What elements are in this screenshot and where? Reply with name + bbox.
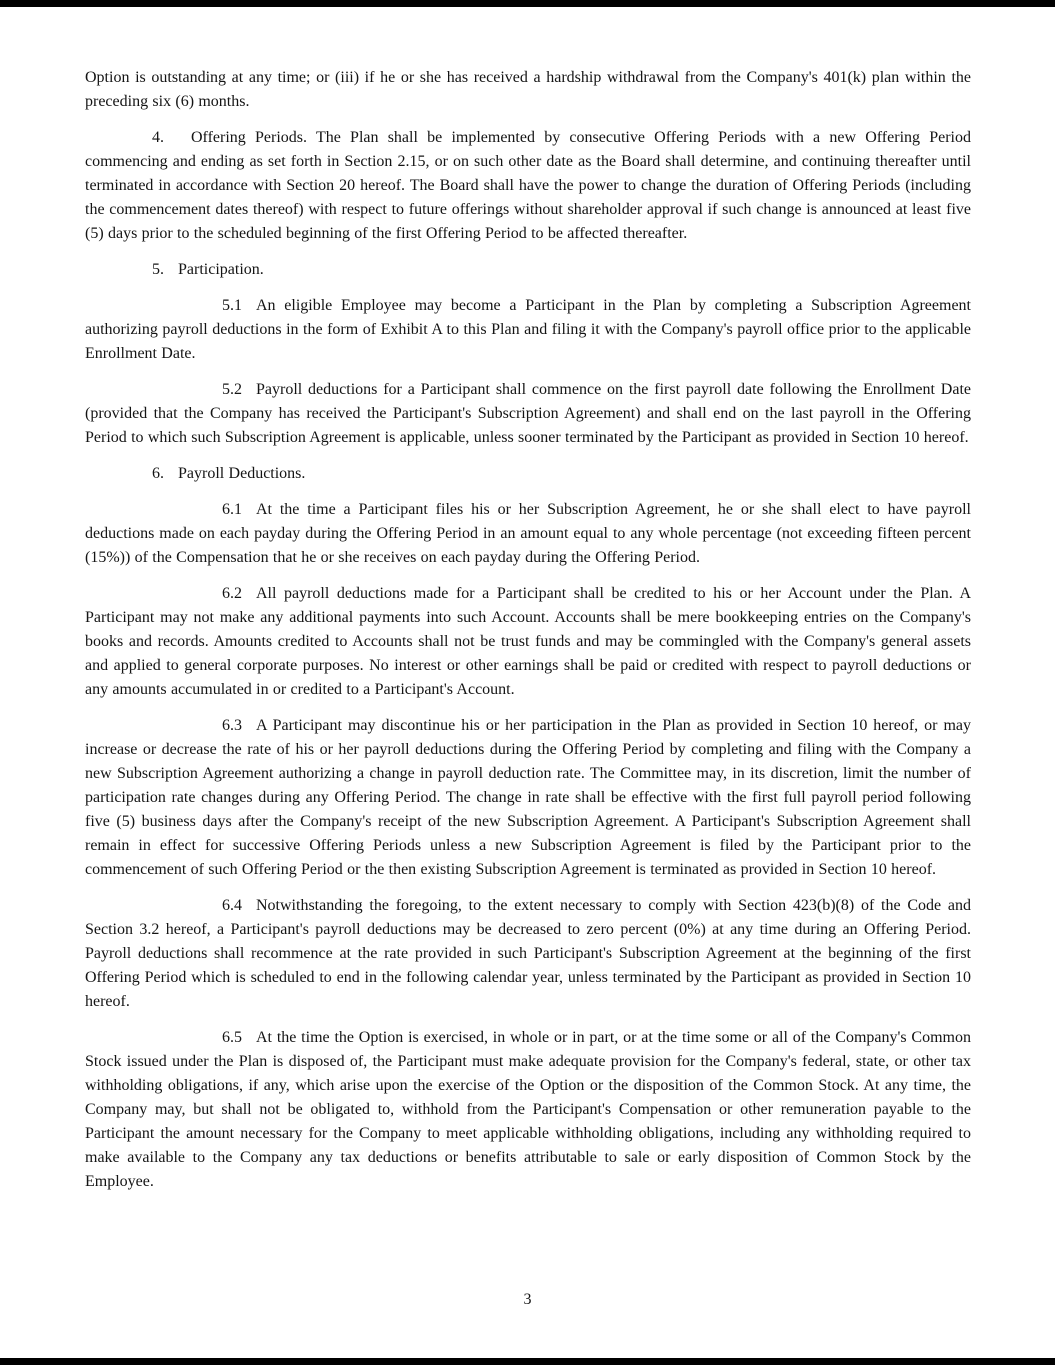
clause-text: A Participant may discontinue his or her participation in the Plan as provided in Section 10 hereof, or may increase or decrease the rate of his or her payroll deductions during the Offering Period by completing and filing with the Company a new Subscription Agreement authorizing a change in payroll deduction rate. The Committee may, in its discretion, limit the number of participation rate changes during any Offering Period. The change in rate shall be effective with the first full payroll period following five (5) business days after the Company's receipt of the new Subscription Agreement. A Participant's Subscription Agreement shall remain in effect for successive Offering Periods unless a new Subscription Agreement is filed by the Participant prior to the commencement of such Offering Period or the then existing Subscription Agreement is terminated as provided in Section 10 hereof. — [85, 717, 971, 878]
scan-edge-bottom — [0, 1358, 1055, 1365]
page-number: 3 — [523, 1291, 532, 1308]
clause-number: 6. — [152, 465, 164, 482]
section-heading: Offering Periods. — [191, 129, 308, 146]
clause-number: 6.4 — [222, 897, 242, 914]
clause-number: 6.1 — [222, 501, 242, 518]
clause-6-3 — [85, 714, 971, 882]
clause-number: 6.3 — [222, 717, 242, 734]
clause-text: Option is outstanding at any time; or (iii) if he or she has received a hardship withdrawal from the Company's 401(k) plan within the preceding six (6) months. — [85, 69, 971, 110]
clause-number: 5. — [152, 261, 164, 278]
clause-number: 5.1 — [222, 297, 242, 314]
paragraph-continuation — [85, 66, 971, 114]
clause-text: Payroll deductions for a Participant shall commence on the first payroll date following the Enrollment Date (provided that the Company has received the Participant's Subscription Agreement) and shall end on the last payroll in the Offering Period to which such Subscription Agreement is applicable, unless sooner terminated by the Participant as provided in Section 10 hereof. — [85, 381, 971, 446]
clause-5-2 — [85, 378, 971, 450]
section-4-offering-periods — [85, 126, 971, 246]
section-5-participation — [85, 258, 971, 282]
clause-number: 5.2 — [222, 381, 242, 398]
clause-text: At the time a Participant files his or her Subscription Agreement, he or she shall elect to have payroll deductions made on each payday during the Offering Period in an amount equal to any whole percentage (not exceeding fifteen percent (15%)) of the Compensation that he or she receives on each payday during the Offering Period. — [85, 501, 971, 566]
clause-text: At the time the Option is exercised, in whole or in part, or at the time some or all of the Company's Common Stock issued under the Plan is disposed of, the Participant must make adequate provision for the Company's federal, state, or other tax withholding obligations, if any, which arise upon the exercise of the Option or the disposition of the Common Stock. At any time, the Company may, but shall not be obligated to, withhold from the Participant's Compensation or other remuneration payable to the Participant the amount necessary for the Company to meet applicable withholding obligations, including any withholding required to make available to the Company any tax deductions or benefits attributable to sale or early disposition of Common Stock by the Employee. — [85, 1029, 971, 1190]
clause-6-2 — [85, 582, 971, 702]
clause-number: 6.5 — [222, 1029, 242, 1046]
clause-6-5 — [85, 1026, 971, 1194]
clause-5-1 — [85, 294, 971, 366]
clause-text: An eligible Employee may become a Participant in the Plan by completing a Subscription Agreement authorizing payroll deductions in the form of Exhibit A to this Plan and filing it with the Company's payroll office prior to the applicable Enrollment Date. — [85, 297, 971, 362]
section-6-payroll-deductions — [85, 462, 971, 486]
clause-text: The Plan shall be implemented by consecutive Offering Periods with a new Offering Period commencing and ending as set forth in Section 2.15, or on such other date as the Board shall determine, and continuing thereafter until terminated in accordance with Section 20 hereof. The Board shall have the power to change the duration of Offering Periods (including the commencement dates thereof) with respect to future offerings without shareholder approval if such change is announced at least five (5) days prior to the scheduled beginning of the first Offering Period to be affected thereafter. — [85, 129, 971, 242]
clause-6-4 — [85, 894, 971, 1014]
section-heading: Participation. — [178, 261, 264, 278]
clause-number: 4. — [152, 129, 164, 146]
clause-number: 6.2 — [222, 585, 242, 602]
clause-text: Notwithstanding the foregoing, to the extent necessary to comply with Section 423(b)(8) of the Code and Section 3.2 hereof, a Participant's payroll deductions may be decreased to zero percent (0%) at any time during an Offering Period. Payroll deductions shall recommence at the rate provided in such Participant's Subscription Agreement at the beginning of the first Offering Period which is scheduled to end in the following calendar year, unless terminated by the Participant as provided in Section 10 hereof. — [85, 897, 971, 1010]
clause-6-1 — [85, 498, 971, 570]
document-content — [85, 66, 971, 1206]
section-heading: Payroll Deductions. — [178, 465, 306, 482]
scan-edge-top — [0, 0, 1055, 7]
clause-text: All payroll deductions made for a Participant shall be credited to his or her Account under the Plan. A Participant may not make any additional payments into such Account. Accounts shall be mere bookkeeping entries on the Company's books and records. Amounts credited to Accounts shall not be trust funds and may be commingled with the Company's general assets and applied to general corporate purposes. No interest or other earnings shall be paid or credited with respect to payroll deductions or any amounts accumulated in or credited to a Participant's Account. — [85, 585, 971, 698]
